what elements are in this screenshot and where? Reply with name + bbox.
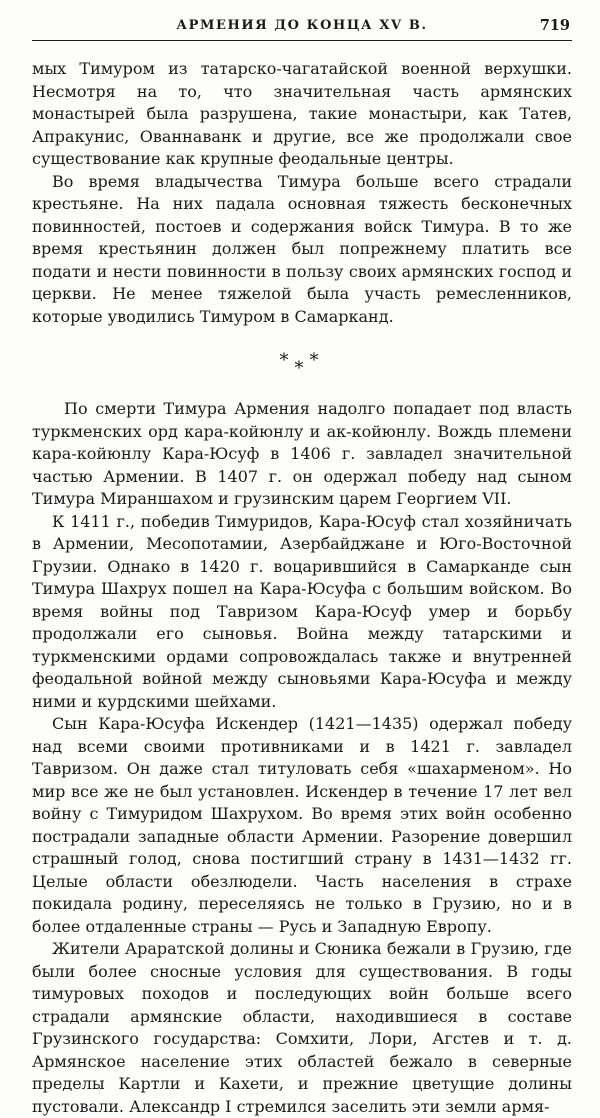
paragraph: Во время владычества Тимура больше всего страдали крестьяне. На них падала основная тяжесть бесконечных повинностей, постоев и содержания войск Тимура. В то же время крестьянин должен был попрежнему платить все подати и нести повинности в пользу своих армянских господ и церкви. Не менее тяжелой была участь ремесленников, которые уводились Тимуром в Самарканд. [32, 171, 572, 326]
paragraph: Жители Араратской долины и Сюника бежали в Грузию, где были более сносные условия для существования. В годы тимуровых походов и последующих войн больше всего страдали армянские области, находившиеся в составе Грузинского государства: Сомхити, Лори, Агстев и т. д. Армянское население этих областей бежало в северные пределы Картли и Кахети, и прежние цветущие долины пустовали. Александр I стремился заселить эти земли армя- [32, 939, 572, 1116]
page-number: 719 [539, 17, 570, 34]
page-header [32, 16, 572, 41]
paragraph: К 1411 г., победив Тимуридов, Кара-Юсуф стал хозяйничать в Армении, Месопотамии, Азербайджане и Юго-Восточной Грузии. Однако в 1420 г. воцарившийся в Самарканде сын Тимура Шахрух пошел на Кара-Юсуфа с большим войском. Во время войны под Тавризом Кара-Юсуф умер и борьбу продолжали его сыновья. Война между татарскими и туркменскими ордами сопровождалась также и внутренней феодальной войной между сыновьями Кара-Юсуфа и между ними и курдскими шейхами. [32, 511, 572, 711]
section-break [32, 328, 572, 398]
asterism: *** [279, 350, 325, 379]
paragraph: По смерти Тимура Армения надолго попадает под власть туркменских орд кара-койюнлу и ак-койюнлу. Вождь племени кара-койюнлу Кара-Юсуф в 1406 г. завладел значительной частью Армении. В 1407 г. он одержал победу над сыном Тимура Мираншахом и грузинским царем Георгием VII. [32, 399, 572, 508]
running-title: АРМЕНИЯ ДО КОНЦА XV В. [176, 18, 428, 33]
paragraph: Сын Кара-Юсуфа Искендер (1421—1435) одержал победу над всеми своими противниками и в 1421 г. завладел Тавризом. Он даже стал титуловать себя «шахарменом». Но мир все же не был установлен. Искендер в течение 17 лет вел войну с Тимуридом Шахрухом. Во время этих войн особенно пострадали западные области Армении. Разорение довершил страшный голод, снова постигший страну в 1431—1432 гг. Целые области обезлюдели. Часть населения в страхе покидала родину, переселяясь не только в Грузию, но и в более отдаленные страны — Русь и Западную Европу. [32, 714, 572, 936]
body-text [32, 58, 572, 1118]
paragraph-continuation: мых Тимуром из татарско-чагатайской военной верхушки. Несмотря на то, что значительная часть армянских монастырей была разрушена, такие монастыри, как Татев, Апракунис, Ованнаванк и другие, все же продолжали свое существование как крупные феодальные центры. [32, 59, 572, 168]
